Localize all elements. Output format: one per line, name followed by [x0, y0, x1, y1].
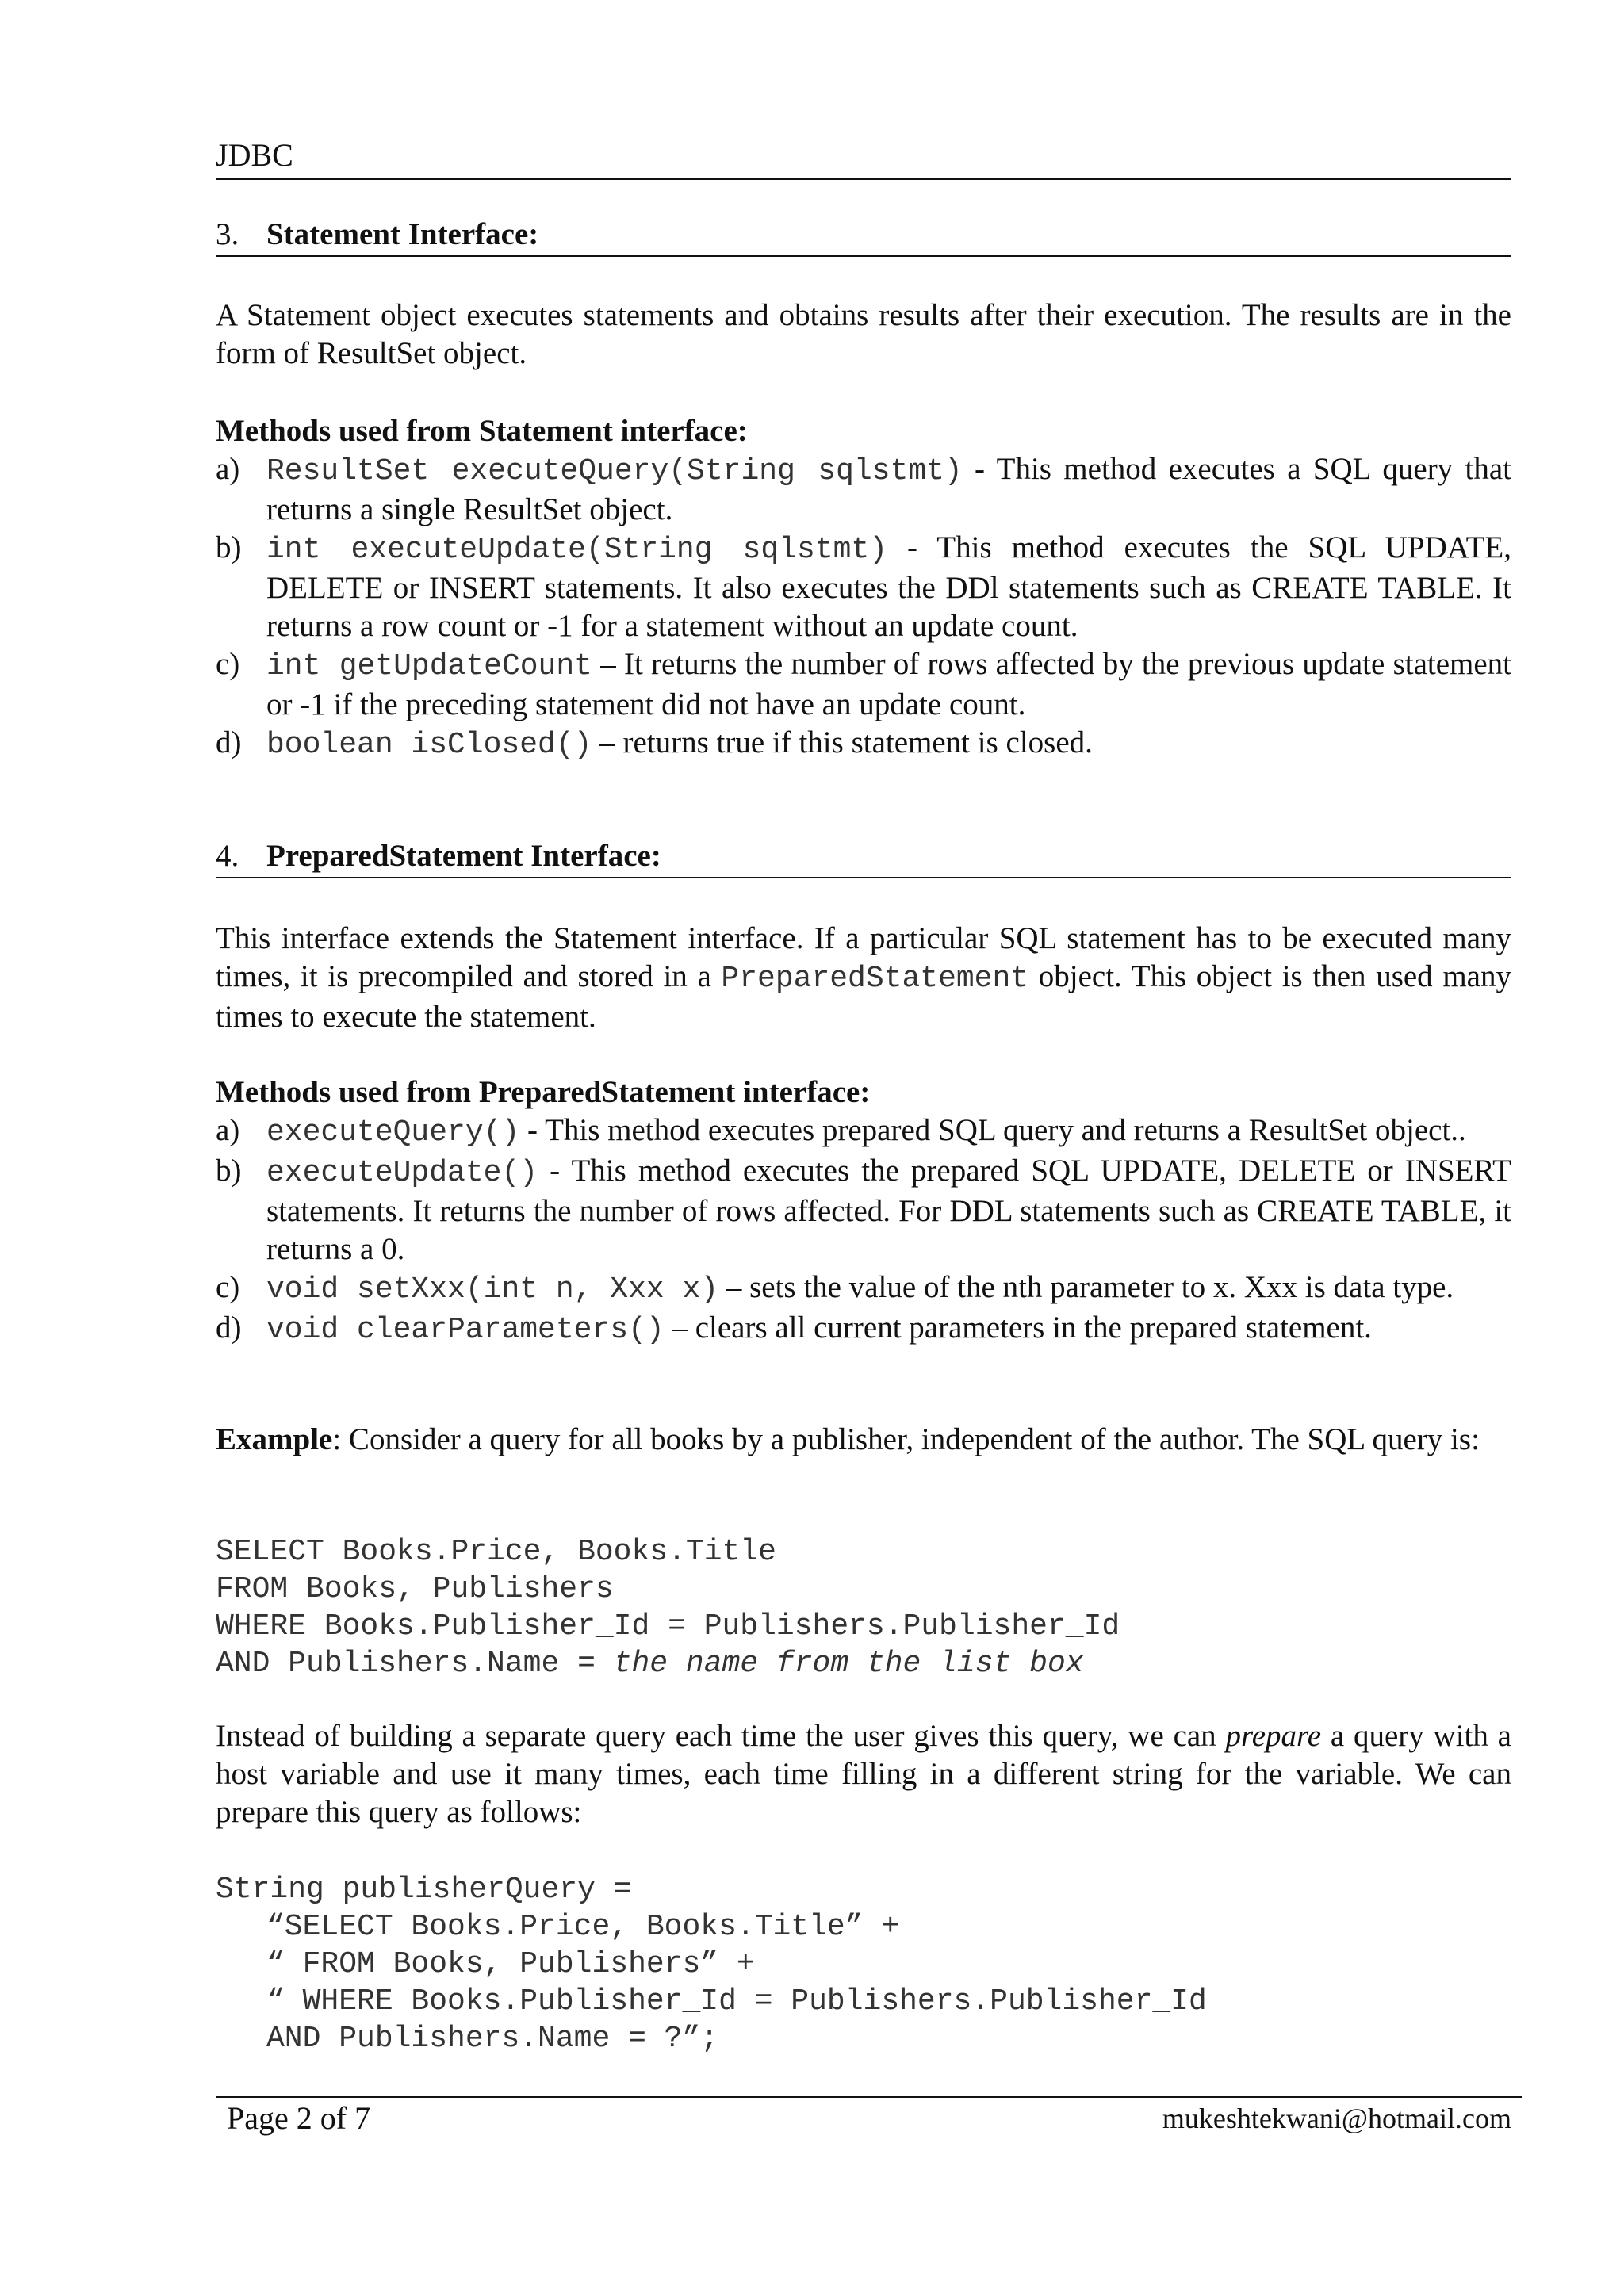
method-description: This method executes prepared SQL query and returns a ResultSet object..	[545, 1113, 1466, 1147]
section-title: PreparedStatement Interface:	[266, 839, 661, 873]
method-signature: void clearParameters()	[266, 1313, 665, 1347]
section-4-heading	[216, 837, 1511, 878]
example-label: Example	[216, 1422, 333, 1456]
inline-code: PreparedStatement	[721, 962, 1029, 996]
section-4-intro	[216, 920, 1511, 1036]
separator: –	[664, 1311, 695, 1345]
list-marker: b)	[216, 530, 242, 564]
code-line: AND Publishers.Name = ?”;	[266, 2022, 719, 2056]
code-line: WHERE Books.Publisher_Id = Publishers.Publisher_Id	[216, 1609, 1120, 1644]
author-email: mukeshtekwani@hotmail.com	[1162, 2103, 1511, 2134]
prepare-emphasis: prepare	[1225, 1719, 1322, 1753]
method-signature: void setXxx(int n, Xxx x)	[266, 1272, 719, 1307]
section-title: Statement Interface:	[266, 217, 539, 251]
list-marker: d)	[216, 1311, 242, 1345]
list-item	[216, 1269, 1511, 1309]
list-item	[216, 1152, 1511, 1269]
intro-text: object. This object is then used many times to execute the statement.	[216, 959, 1511, 1034]
code-line	[216, 1645, 1120, 1682]
method-description: This method executes a SQL query that returns a single ResultSet object.	[266, 452, 1511, 526]
method-signature: executeUpdate()	[266, 1156, 538, 1190]
header-rule	[216, 178, 1511, 180]
separator: –	[592, 647, 624, 681]
list-marker: a)	[216, 1113, 240, 1147]
section-3-methods-list	[216, 450, 1511, 764]
code-line: “ WHERE Books.Publisher_Id = Publishers.Publisher_Id	[266, 1984, 1207, 2019]
list-item	[216, 724, 1511, 764]
intro-text: This interface extends the Statement interface. If a particular SQL statement has to be executed many times, it is precompiled and stored in a	[216, 921, 1511, 993]
list-item	[216, 1112, 1511, 1152]
method-signature: int executeUpdate(String sqlstmt)	[266, 533, 888, 567]
separator: -	[538, 1154, 572, 1188]
list-marker: c)	[216, 647, 240, 681]
method-description: clears all current parameters in the prepared statement.	[695, 1311, 1372, 1345]
method-description: sets the value of the nth parameter to x. Xxx is data type.	[749, 1270, 1454, 1304]
code-line: FROM Books, Publishers	[216, 1572, 614, 1606]
list-item	[216, 1309, 1511, 1349]
list-marker: a)	[216, 452, 240, 486]
code-placeholder: the name from the list box	[613, 1647, 1084, 1681]
method-description: returns true if this statement is closed.	[622, 725, 1093, 760]
code-line: “SELECT Books.Price, Books.Title” +	[266, 1910, 900, 1944]
list-marker: d)	[216, 725, 242, 760]
method-signature: executeQuery()	[266, 1115, 520, 1150]
section-3-heading	[216, 216, 1511, 257]
method-description: It returns the number of rows affected by the previous update statement or -1 if the preceding statement did not have an update count.	[266, 647, 1512, 721]
section-4-methods-list	[216, 1112, 1511, 1349]
method-signature: ResultSet executeQuery(String sqlstmt)	[266, 454, 963, 488]
method-description: This method executes the prepared SQL UPDATE, DELETE or INSERT statements. It returns the number of rows affected. For DDL statements such as CREATE TABLE, it returns a 0.	[266, 1154, 1511, 1266]
prepare-text: a query with a host variable and use it many times, each time filling in a different string for the variable. We can prepare this query as follows:	[216, 1719, 1511, 1829]
separator: -	[887, 530, 937, 564]
code-text: AND Publishers.Name =	[216, 1647, 614, 1681]
section-3-methods-heading: Methods used from Statement interface:	[216, 414, 748, 448]
list-item	[216, 529, 1511, 645]
section-number: 3.	[216, 217, 239, 251]
prepared-query-code-block	[216, 1871, 1207, 2057]
separator: –	[592, 725, 623, 760]
code-line: “ FROM Books, Publishers” +	[266, 1947, 755, 1981]
sql-query-block	[216, 1533, 1120, 1682]
page-number: Page 2 of 7	[227, 2100, 371, 2136]
section-3-intro: A Statement object executes statements and obtains results after their execution. The results are in the form of ResultSet object.	[216, 298, 1511, 370]
separator: -	[962, 452, 997, 486]
running-header: JDBC	[216, 137, 293, 173]
method-description: This method executes the SQL UPDATE, DELETE or INSERT statements. It also executes the DDl statements such as CREATE TABLE. It returns a row count or -1 for a statement without an update count.	[266, 530, 1511, 643]
separator: –	[718, 1270, 750, 1304]
footer-rule	[216, 2096, 1522, 2098]
list-item	[216, 450, 1511, 529]
method-signature: boolean isClosed()	[266, 728, 592, 762]
separator: -	[519, 1113, 546, 1147]
prepare-paragraph	[216, 1717, 1511, 1831]
code-line: String publisherQuery =	[216, 1873, 632, 1907]
example-text: : Consider a query for all books by a publisher, independent of the author. The SQL query is:	[332, 1422, 1480, 1456]
list-marker: b)	[216, 1154, 242, 1188]
section-number: 4.	[216, 839, 239, 873]
section-4-methods-heading: Methods used from PreparedStatement interface:	[216, 1075, 871, 1109]
prepare-text: Instead of building a separate query each time the user gives this query, we can	[216, 1719, 1226, 1753]
method-signature: int getUpdateCount	[266, 649, 592, 683]
list-marker: c)	[216, 1270, 240, 1304]
list-item	[216, 645, 1511, 724]
example-paragraph	[216, 1421, 1511, 1459]
code-line: SELECT Books.Price, Books.Title	[216, 1535, 776, 1569]
